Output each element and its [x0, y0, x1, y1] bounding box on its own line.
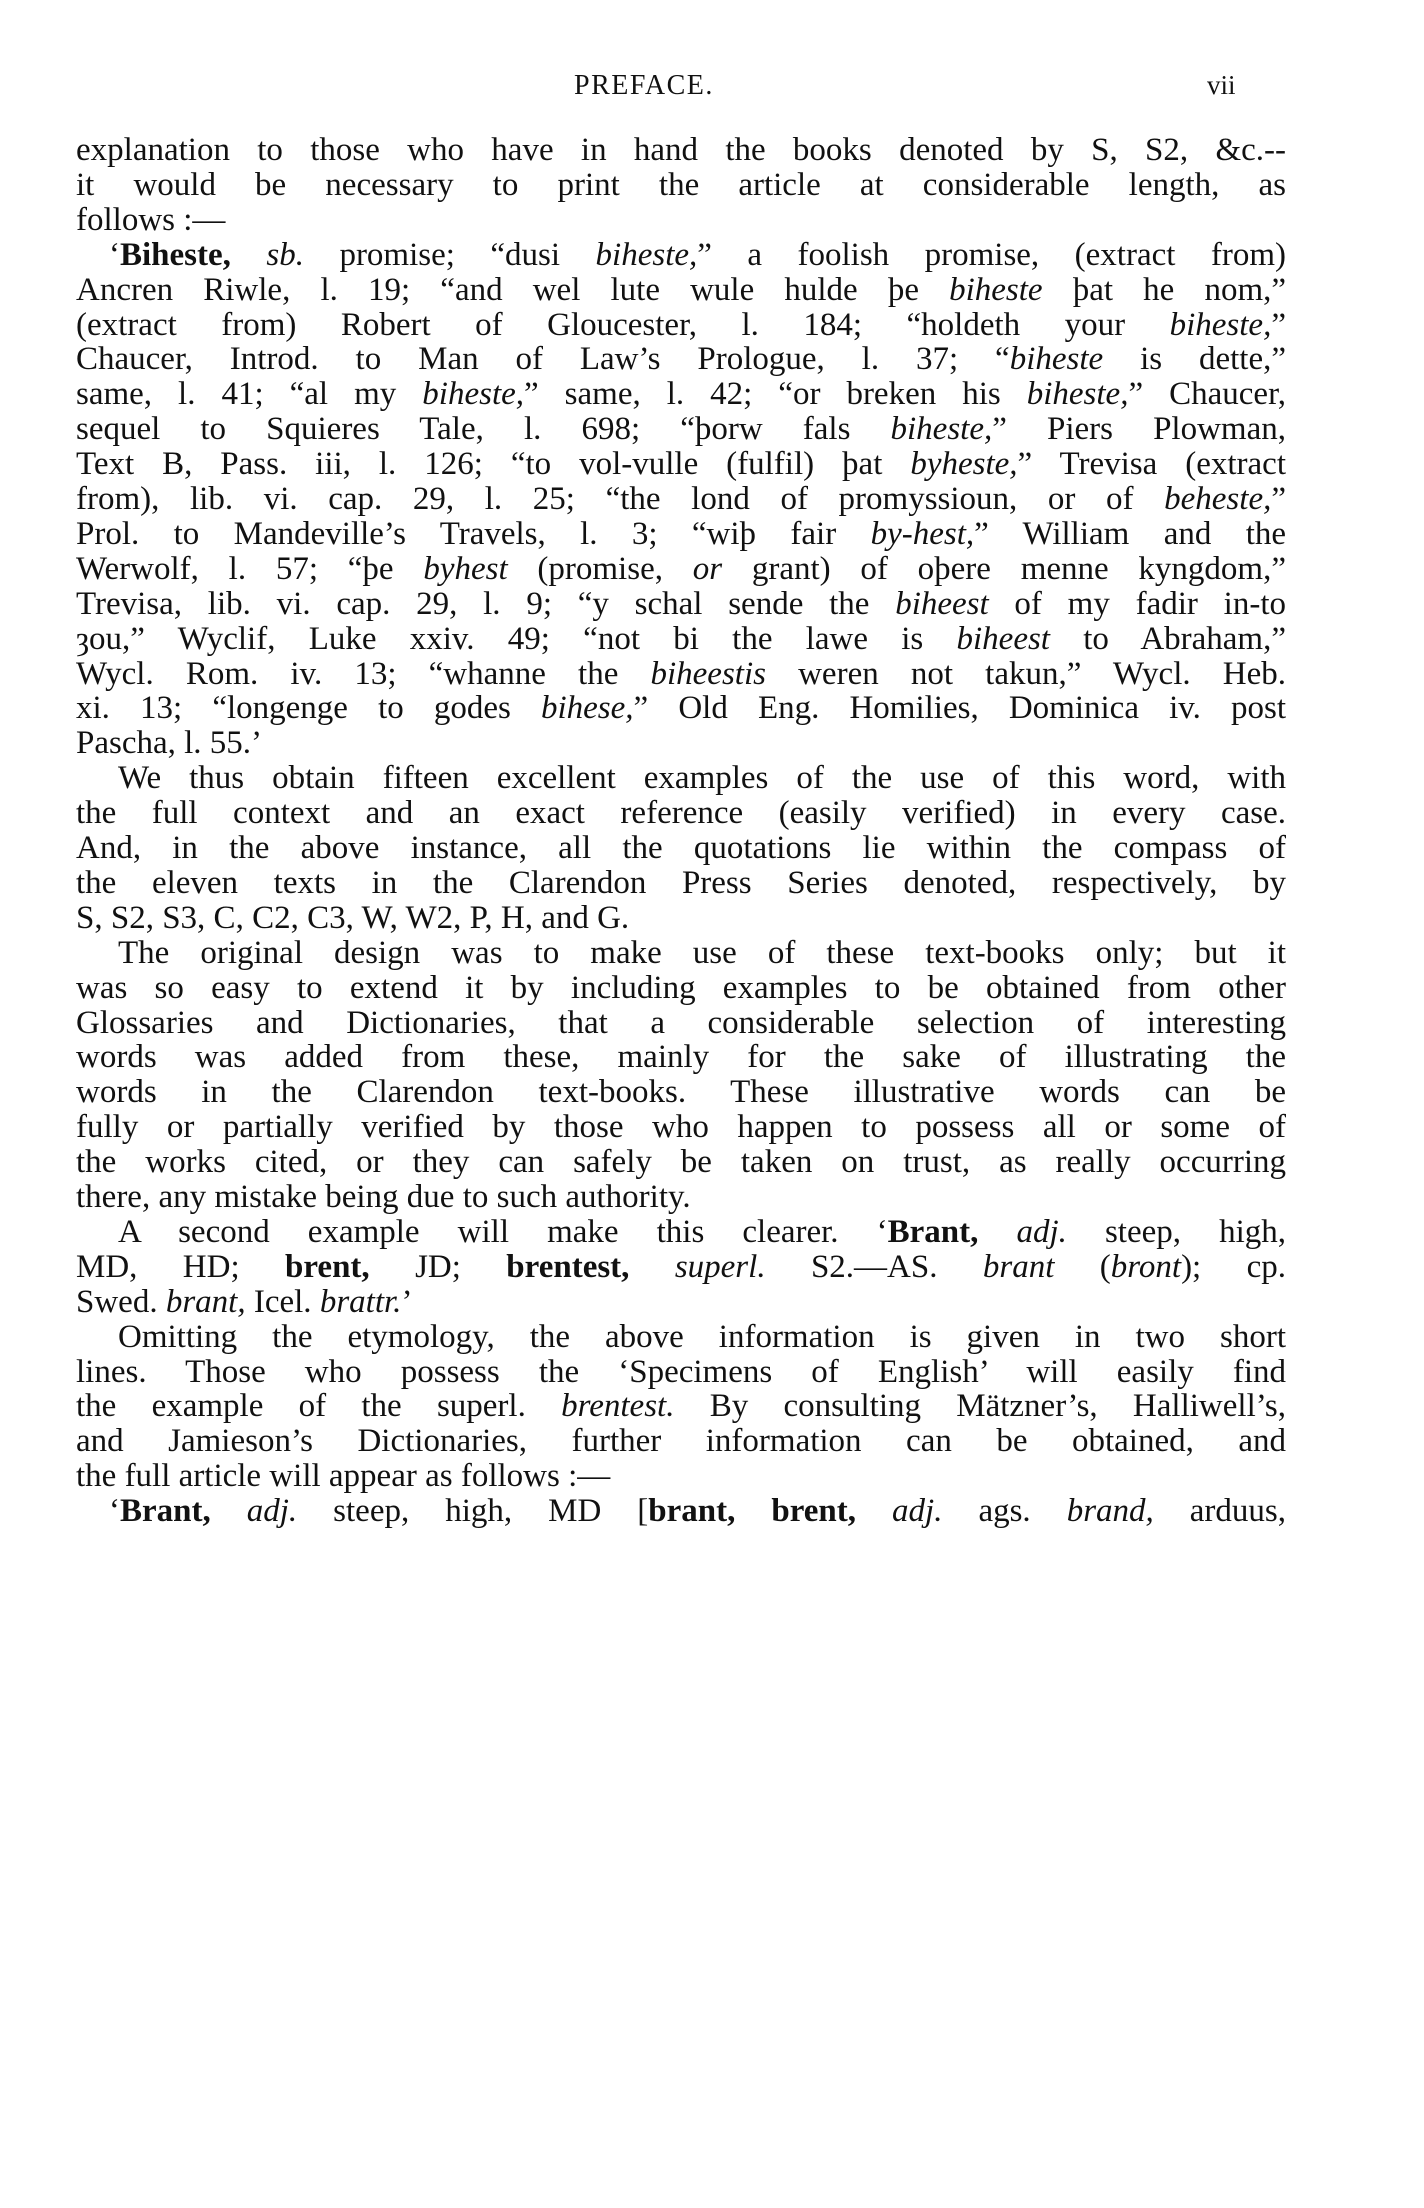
text-line: We thus obtain fifteen excellent examples of the use of this word, with [118, 760, 1286, 797]
text-line: Werwolf, l. 57; “þe byhest (promise, or grant) of oþere menne kyngdom,” [76, 550, 1286, 587]
text-line: sequel to Squieres Tale, l. 698; “þorw fals biheste,” Piers Plowman, [76, 411, 1286, 448]
text-line: ‘Biheste, sb. promise; “dusi biheste,” a foolish promise, (extract from) [109, 236, 1287, 273]
text-line: fully or partially verified by those who happen to possess all or some of [76, 1109, 1286, 1146]
text-line: the example of the superl. brentest. By consulting Mätzner’s, Halliwell’s, [76, 1388, 1286, 1425]
running-head-title: PREFACE. [574, 70, 714, 101]
text-line: there, any mistake being due to such authority. [76, 1179, 691, 1215]
text-line: ȝou,” Wyclif, Luke xxiv. 49; “not bi the lawe is biheest to Abraham,” [76, 620, 1286, 657]
text-line: it would be necessary to print the article at considerable length, as [76, 166, 1286, 203]
text-line: Swed. brant, Icel. brattr.’ [76, 1283, 413, 1320]
text-line: The original design was to make use of these text-books only; but it [118, 934, 1286, 971]
text-line: the works cited, or they can safely be taken on trust, as really occurring [76, 1144, 1286, 1181]
text-line: words was added from these, mainly for the sake of illustrating the [76, 1039, 1286, 1076]
text-line: Wycl. Rom. iv. 13; “whanne the biheestis weren not takun,” Wycl. Heb. [76, 655, 1286, 692]
text-line: And, in the above instance, all the quotations lie within the compass of [76, 830, 1286, 866]
text-line: S, S2, S3, C, C2, C3, W, W2, P, H, and G. [76, 899, 630, 936]
text-line: and Jamieson’s Dictionaries, further information can be obtained, and [76, 1423, 1286, 1460]
text-line: Pascha, l. 55.’ [76, 725, 263, 762]
text-line: words in the Clarendon text-books. These illustrative words can be [76, 1074, 1286, 1111]
text-line: was so easy to extend it by including examples to be obtained from other [76, 969, 1286, 1006]
text-line: the eleven texts in the Clarendon Press Series denoted, respectively, by [76, 864, 1286, 901]
text-line: follows :— [76, 201, 226, 238]
text-line: the full context and an exact reference (easily verified) in every case. [76, 795, 1286, 832]
text-line: Text B, Pass. iii, l. 126; “to vol-vulle (fulfil) þat byheste,” Trevisa (extract [76, 446, 1286, 483]
text-line: ‘Brant, adj. steep, high, MD [brant, brent, adj. ags. brand, arduus, [109, 1493, 1287, 1530]
text-line: MD, HD; brent, JD; brentest, superl. S2.—AS. brant (bront); cp. [76, 1248, 1286, 1285]
page-number: vii [1207, 70, 1236, 100]
text-line: from), lib. vi. cap. 29, l. 25; “the lond of promyssioun, or of beheste,” [76, 481, 1286, 517]
text-line: Ancren Riwle, l. 19; “and wel lute wule hulde þe biheste þat he nom,” [76, 271, 1287, 308]
text-line: Omitting the etymology, the above information is given in two short [118, 1318, 1286, 1355]
text-line: Chaucer, Introd. to Man of Law’s Prologue, l. 37; “biheste is dette,” [76, 341, 1287, 378]
text-line: lines. Those who possess the ‘Specimens of English’ will easily find [76, 1353, 1286, 1390]
text-line: the full article will appear as follows :— [76, 1458, 611, 1495]
text-line: Trevisa, lib. vi. cap. 29, l. 9; “y schal sende the biheest of my fadir in-to [76, 585, 1286, 622]
text-line: explanation to those who have in hand the books denoted by S, S2, &c.-- [76, 132, 1286, 168]
text-line: xi. 13; “longenge to godes bihese,” Old Eng. Homilies, Dominica iv. post [76, 690, 1287, 727]
text-line: Glossaries and Dictionaries, that a considerable selection of interesting [76, 1004, 1286, 1041]
running-head [0, 70, 1424, 110]
text-line: A second example will make this clearer. ‘Brant, adj. steep, high, [118, 1213, 1286, 1250]
text-line: (extract from) Robert of Gloucester, l. 184; “holdeth your biheste,” [76, 306, 1286, 343]
text-line: Prol. to Mandeville’s Travels, l. 3; “wiþ fair by-hest,” William and the [76, 515, 1287, 552]
text-line: same, l. 41; “al my biheste,” same, l. 42; “or breken his biheste,” Chaucer, [76, 376, 1286, 413]
